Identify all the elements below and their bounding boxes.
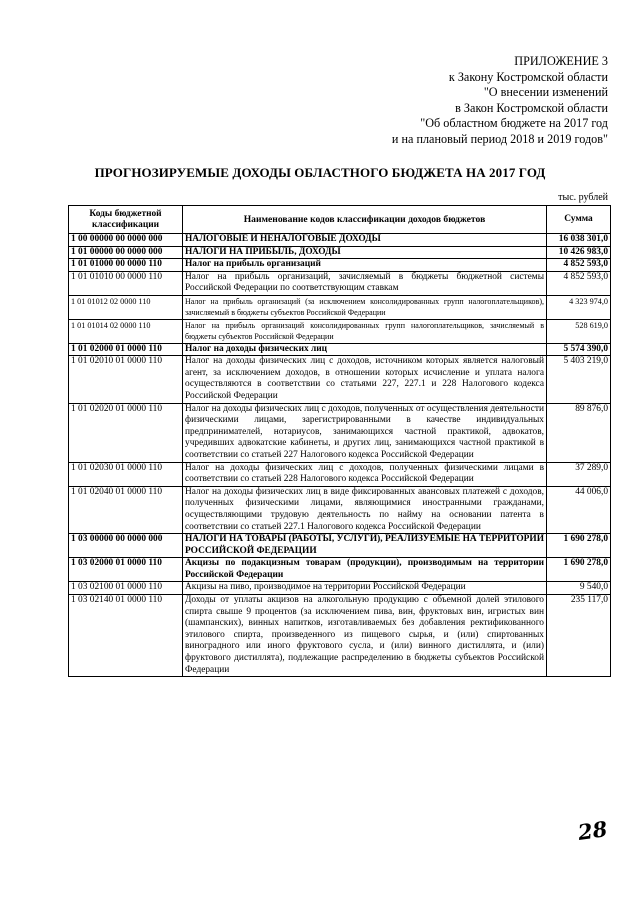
appendix-line: "Об областном бюджете на 2017 год xyxy=(420,116,608,131)
row-name: Налог на прибыль организаций консолидированных групп налогоплательщиков, зачисляемый в бюджеты субъектов Российской Федерации xyxy=(183,319,547,343)
row-sum: 16 038 301,0 xyxy=(547,234,611,247)
row-sum: 235 117,0 xyxy=(547,595,611,677)
appendix-line: ПРИЛОЖЕНИЕ 3 xyxy=(514,54,608,68)
row-code: 1 01 01012 02 0000 110 xyxy=(69,295,183,319)
header-sum: Сумма xyxy=(547,206,611,234)
row-code: 1 03 02000 01 0000 110 xyxy=(69,558,183,582)
row-code: 1 03 02140 01 0000 110 xyxy=(69,595,183,677)
row-sum: 5 403 219,0 xyxy=(547,356,611,403)
row-name: НАЛОГОВЫЕ И НЕНАЛОГОВЫЕ ДОХОДЫ xyxy=(183,234,547,247)
row-name: Налог на доходы физических лиц с доходов, источником которых является налоговый агент, за исключением доходов, в отношении которых исчисление и уплата налога осуществляются в соответствии со статьями 227, 227.1 и 228 Налогового кодекса Российской Федерации xyxy=(183,356,547,403)
row-code: 1 01 01000 00 0000 110 xyxy=(69,259,183,272)
row-sum: 4 852 593,0 xyxy=(547,259,611,272)
handwritten-page-mark: 28 xyxy=(576,816,609,845)
table-row xyxy=(69,319,611,343)
table-header-row xyxy=(69,206,611,234)
appendix-line: "О внесении изменений xyxy=(483,85,608,100)
table-row xyxy=(69,486,611,533)
table-row xyxy=(69,356,611,403)
row-sum: 44 006,0 xyxy=(547,486,611,533)
table-row xyxy=(69,462,611,486)
table-row xyxy=(69,582,611,595)
row-code: 1 01 01010 00 0000 110 xyxy=(69,271,183,295)
document-title: ПРОГНОЗИРУЕМЫЕ ДОХОДЫ ОБЛАСТНОГО БЮДЖЕТА НА 2017 ГОД xyxy=(94,165,546,180)
header-name: Наименование кодов классификации доходов бюджетов xyxy=(183,206,547,234)
appendix-line: в Закон Костромской области xyxy=(455,100,608,115)
row-name: Акцизы по подакцизным товарам (продукции), производимым на территории Российской Федерации xyxy=(183,558,547,582)
row-sum: 10 426 983,0 xyxy=(547,246,611,259)
table-row xyxy=(69,534,611,558)
row-sum: 89 876,0 xyxy=(547,403,611,462)
table-row xyxy=(69,271,611,295)
row-sum: 4 852 593,0 xyxy=(547,271,611,295)
row-name: Налог на прибыль организаций xyxy=(183,259,547,272)
row-name: НАЛОГИ НА ТОВАРЫ (РАБОТЫ, УСЛУГИ), РЕАЛИЗУЕМЫЕ НА ТЕРРИТОРИИ РОССИЙСКОЙ ФЕДЕРАЦИИ xyxy=(183,534,547,558)
row-code: 1 03 02100 01 0000 110 xyxy=(69,582,183,595)
row-name: Налог на прибыль организаций (за исключением консолидированных групп налогоплательщиков), зачисляемый в бюджеты субъектов Российской Федерации xyxy=(183,295,547,319)
table-row xyxy=(69,234,611,247)
row-name: НАЛОГИ НА ПРИБЫЛЬ, ДОХОДЫ xyxy=(183,246,547,259)
row-name: Налог на прибыль организаций, зачисляемый в бюджеты бюджетной системы Российской Федерации по соответствующим ставкам xyxy=(183,271,547,295)
row-name: Налог на доходы физических лиц с доходов, полученных физическими лицами в соответствии со статьей 228 Налогового кодекса Российской Федерации xyxy=(183,462,547,486)
row-code: 1 01 02010 01 0000 110 xyxy=(69,356,183,403)
revenue-table xyxy=(68,205,611,677)
row-name: Налог на доходы физических лиц с доходов, полученных от осуществления деятельности физическими лицами, зарегистрированными в качестве индивидуальных предпринимателей, нотариусов, занимающихся частной практикой, адвокатов, учредивших адвокатские кабинеты, и других лиц, занимающихся частной практикой в соответствии со статьей 227 Налогового кодекса Российской Федерации xyxy=(183,403,547,462)
units-label: тыс. рублей xyxy=(558,192,608,203)
row-name: Доходы от уплаты акцизов на алкогольную продукцию с объемной долей этилового спирта свыше 9 процентов (за исключением пива, вин, фруктовых вин, игристых вин (шампанских), винных напитков, изготавливаемых без добавления ректификованного этилового спирта, произведенного из пищевого сырья, и (или) спиртованных виноградного или иного фруктового сусла, и (или) винного дистиллята, и (или) фруктового дистиллята), подлежащие распределению в бюджеты субъектов Российской Федерации xyxy=(183,595,547,677)
row-sum: 5 574 390,0 xyxy=(547,343,611,356)
row-code: 1 01 01014 02 0000 110 xyxy=(69,319,183,343)
appendix-line: к Закону Костромской области xyxy=(448,69,608,84)
row-sum: 1 690 278,0 xyxy=(547,558,611,582)
row-code: 1 01 02030 01 0000 110 xyxy=(69,462,183,486)
table-row xyxy=(69,595,611,677)
table-row xyxy=(69,343,611,356)
header-code: Коды бюджетной классификации xyxy=(69,206,183,234)
table-row xyxy=(69,403,611,462)
appendix-header xyxy=(392,54,608,148)
row-sum: 37 289,0 xyxy=(547,462,611,486)
row-sum: 528 619,0 xyxy=(547,319,611,343)
row-sum: 1 690 278,0 xyxy=(547,534,611,558)
row-code: 1 03 00000 00 0000 000 xyxy=(69,534,183,558)
row-name: Налог на доходы физических лиц в виде фиксированных авансовых платежей с доходов, полученных физическими лицами, являющимися иностранными гражданами, осуществляющими трудовую деятельность по найму на основании патента в соответствии со статьей 227.1 Налогового кодекса Российской Федерации xyxy=(183,486,547,533)
row-name: Акцизы на пиво, производимое на территории Российской Федерации xyxy=(183,582,547,595)
row-code: 1 01 02040 01 0000 110 xyxy=(69,486,183,533)
row-code: 1 01 00000 00 0000 000 xyxy=(69,246,183,259)
table-row xyxy=(69,259,611,272)
row-sum: 9 540,0 xyxy=(547,582,611,595)
row-name: Налог на доходы физических лиц xyxy=(183,343,547,356)
row-code: 1 01 02000 01 0000 110 xyxy=(69,343,183,356)
row-code: 1 01 02020 01 0000 110 xyxy=(69,403,183,462)
table-row xyxy=(69,558,611,582)
appendix-line: и на плановый период 2018 и 2019 годов" xyxy=(391,131,608,146)
table-row xyxy=(69,295,611,319)
row-code: 1 00 00000 00 0000 000 xyxy=(69,234,183,247)
table-row xyxy=(69,246,611,259)
row-sum: 4 323 974,0 xyxy=(547,295,611,319)
